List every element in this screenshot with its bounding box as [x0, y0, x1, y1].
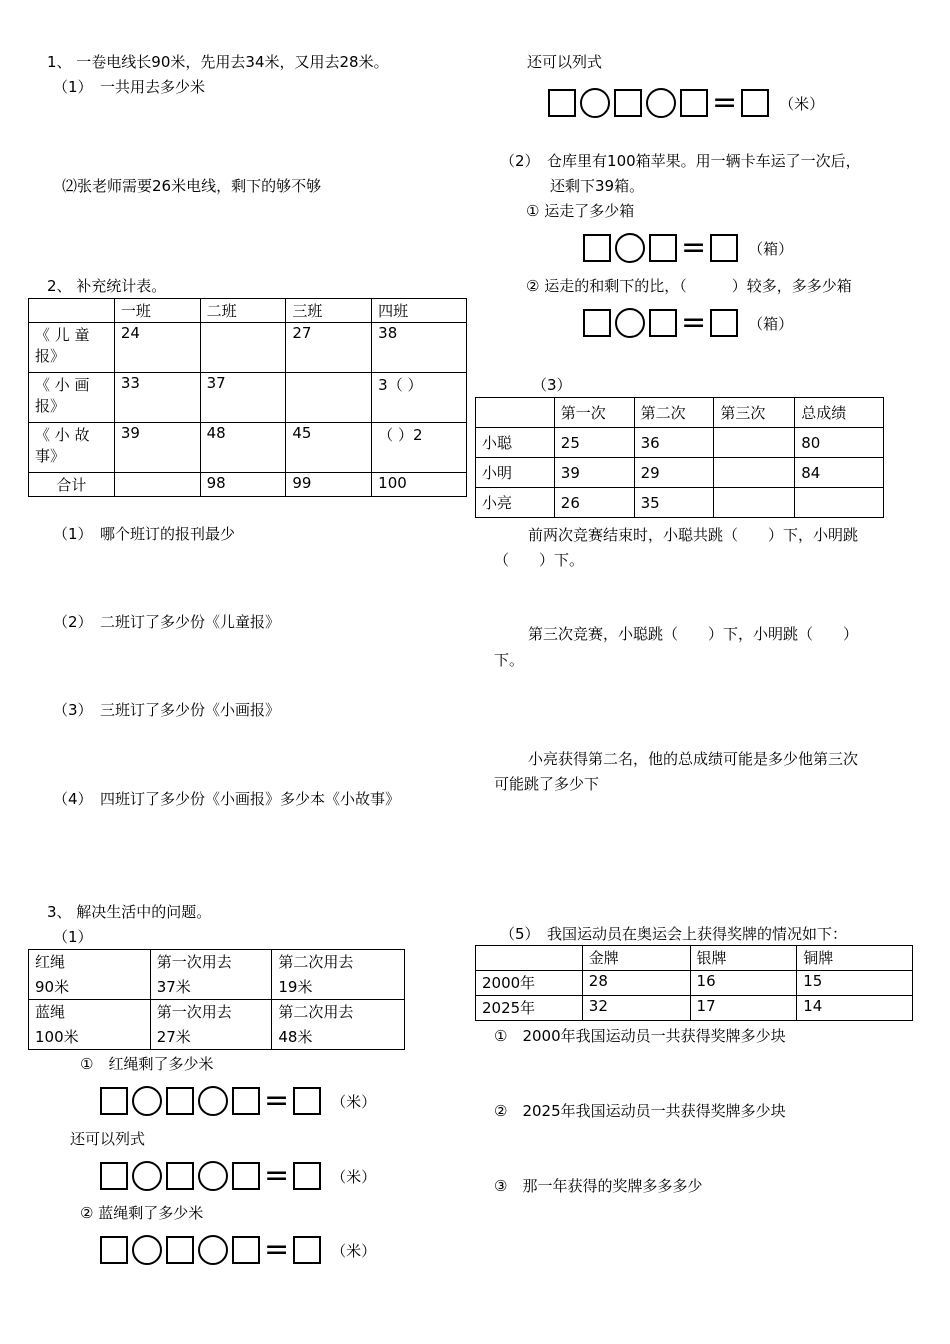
- answer-box[interactable]: [166, 1162, 194, 1190]
- table-header-row: [29, 299, 467, 323]
- table-cell: 金牌: [582, 946, 690, 971]
- operator-circle[interactable]: [132, 1086, 162, 1116]
- q1-title: 1、 一卷电线长90米，先用去34米，又用去28米。: [47, 53, 389, 71]
- table-cell: 总成绩: [795, 398, 884, 428]
- table-cell: 一班: [114, 299, 200, 323]
- answer-box[interactable]: [166, 1087, 194, 1115]
- table-cell: 19米: [272, 975, 405, 1000]
- equals-sign: =: [681, 305, 707, 340]
- q3-sub1: ① 红绳剩了多少米: [80, 1055, 214, 1073]
- equation-q3-2: [100, 1234, 376, 1266]
- equals-sign: =: [712, 85, 738, 120]
- table-cell: [29, 299, 115, 323]
- equals-sign: =: [264, 1158, 290, 1193]
- table-cell: 25: [554, 428, 634, 458]
- table-row: [476, 428, 884, 458]
- table-cell: 《 小 画 报》: [29, 373, 115, 423]
- table-cell: 小明: [476, 458, 555, 488]
- medal-table: [475, 945, 913, 1021]
- table-cell: 29: [634, 458, 714, 488]
- result-box[interactable]: [293, 1162, 321, 1190]
- table-row: [29, 1000, 405, 1025]
- table-cell: 蓝绳: [29, 1000, 151, 1025]
- unit-label: （箱）: [748, 314, 794, 333]
- table-cell: 第三次: [714, 398, 795, 428]
- answer-box[interactable]: [100, 1162, 128, 1190]
- answer-box[interactable]: [100, 1087, 128, 1115]
- table-header-row: [476, 398, 884, 428]
- r3-text: 下。: [494, 651, 525, 669]
- r3-text: 前两次竞赛结束时，小聪共跳（ ）下，小明跳: [528, 526, 859, 544]
- q2-question: （3） 三班订了多少份《小画报》: [53, 701, 281, 719]
- table-cell: 24: [114, 323, 200, 373]
- table-cell: 80: [795, 428, 884, 458]
- r2-line2: 还剩下39箱。: [550, 177, 645, 195]
- table-cell: 38: [372, 323, 467, 373]
- table-total-row: [29, 473, 467, 497]
- table-cell: 27: [286, 323, 372, 373]
- equals-sign: =: [681, 230, 707, 265]
- answer-box[interactable]: [649, 309, 677, 337]
- table-cell: 小聪: [476, 428, 555, 458]
- r2-sub1: ① 运走了多少箱: [526, 202, 635, 220]
- answer-box[interactable]: [232, 1087, 260, 1115]
- table-cell: 17: [690, 996, 797, 1021]
- table-cell: 32: [582, 996, 690, 1021]
- table-cell: 33: [114, 373, 200, 423]
- table-row: [29, 323, 467, 373]
- operator-circle[interactable]: [198, 1235, 228, 1265]
- table-cell: 二班: [200, 299, 286, 323]
- table-cell: 48: [200, 423, 286, 473]
- operator-circle[interactable]: [198, 1161, 228, 1191]
- equals-sign: =: [264, 1083, 290, 1118]
- table-cell: [714, 428, 795, 458]
- table-cell: 16: [690, 971, 797, 996]
- table-cell: 铜牌: [797, 946, 913, 971]
- table-cell: 45: [286, 423, 372, 473]
- r2-sub2: ② 运走的和剩下的比，（ ）较多，多多少箱: [526, 277, 852, 295]
- table-cell: [795, 488, 884, 518]
- operator-circle[interactable]: [615, 233, 645, 263]
- r5-title: （5） 我国运动员在奥运会上获得奖牌的情况如下：: [500, 925, 848, 943]
- table-cell: 第一次: [554, 398, 634, 428]
- table-cell: 第二次用去: [272, 1000, 405, 1025]
- q2-question: （2） 二班订了多少份《儿童报》: [53, 613, 281, 631]
- rope-table: [28, 949, 405, 1050]
- table-cell: 小亮: [476, 488, 555, 518]
- table-cell: 28: [582, 971, 690, 996]
- table-cell: [714, 458, 795, 488]
- equation-r2-2: [583, 307, 793, 339]
- table-cell: 39: [554, 458, 634, 488]
- operator-circle[interactable]: [132, 1235, 162, 1265]
- q1-part1: （1） 一共用去多少米: [53, 78, 206, 96]
- table-cell: [714, 488, 795, 518]
- table-cell: 39: [114, 423, 200, 473]
- q2-question: （4） 四班订了多少份《小画报》多少本《小故事》: [53, 790, 401, 808]
- table-cell: 2025年: [476, 996, 583, 1021]
- table-row: [476, 458, 884, 488]
- operator-circle[interactable]: [615, 308, 645, 338]
- r3-text: 第三次竞赛，小聪跳（ ）下，小明跳（ ）: [528, 625, 859, 643]
- unit-label: （米）: [331, 1167, 377, 1186]
- r3-label: （3）: [532, 376, 572, 394]
- table-cell: 98: [200, 473, 286, 497]
- table-cell: [476, 398, 555, 428]
- table-cell: 14: [797, 996, 913, 1021]
- answer-box[interactable]: [649, 234, 677, 262]
- table-row: [29, 1025, 405, 1050]
- table-cell: （ ）2: [372, 423, 467, 473]
- answer-box[interactable]: [232, 1236, 260, 1264]
- table-cell: 红绳: [29, 950, 151, 975]
- r5-question: ② 2025年我国运动员一共获得奖牌多少块: [494, 1102, 786, 1120]
- table-row: [476, 996, 913, 1021]
- table-row: [476, 971, 913, 996]
- unit-label: （米）: [331, 1241, 377, 1260]
- answer-box[interactable]: [548, 89, 576, 117]
- table-cell: [114, 473, 200, 497]
- table-cell: 37米: [150, 975, 272, 1000]
- alt-formula-label: 还可以列式: [527, 53, 603, 71]
- table-cell: 第二次用去: [272, 950, 405, 975]
- answer-box[interactable]: [583, 234, 611, 262]
- answer-box[interactable]: [232, 1162, 260, 1190]
- unit-label: （米）: [779, 94, 825, 113]
- answer-box[interactable]: [100, 1236, 128, 1264]
- operator-circle[interactable]: [198, 1086, 228, 1116]
- table-row: [29, 423, 467, 473]
- operator-circle[interactable]: [132, 1161, 162, 1191]
- r3-text: 小亮获得第二名，他的总成绩可能是多少他第三次: [528, 750, 859, 768]
- table-cell: 48米: [272, 1025, 405, 1050]
- equals-sign: =: [264, 1232, 290, 1267]
- operator-circle[interactable]: [646, 88, 676, 118]
- answer-box[interactable]: [614, 89, 642, 117]
- q2-title: 2、 补充统计表。: [47, 277, 167, 295]
- table-row: [476, 488, 884, 518]
- r5-question: ③ 那一年获得的奖牌多多多少: [494, 1177, 703, 1195]
- table-cell: 15: [797, 971, 913, 996]
- table-cell: 银牌: [690, 946, 797, 971]
- equation-q3-1: [100, 1085, 376, 1117]
- table-cell: 《 儿 童 报》: [29, 323, 115, 373]
- table-cell: 四班: [372, 299, 467, 323]
- answer-box[interactable]: [166, 1236, 194, 1264]
- q3-alt: 还可以列式: [70, 1130, 146, 1148]
- equation-r2-1: [583, 232, 793, 264]
- q1-part2: ⑵张老师需要26米电线，剩下的够不够: [62, 177, 322, 195]
- r2-line1: （2） 仓库里有100箱苹果。用一辆卡车运了一次后，: [500, 152, 861, 170]
- q3-sub: （1）: [53, 928, 93, 946]
- result-box[interactable]: [741, 89, 769, 117]
- result-box[interactable]: [710, 234, 738, 262]
- table-cell: 36: [634, 428, 714, 458]
- table-cell: 《 小 故 事》: [29, 423, 115, 473]
- equation-q1-alt: [548, 87, 824, 119]
- table-cell: [200, 323, 286, 373]
- operator-circle[interactable]: [580, 88, 610, 118]
- table-cell: 三班: [286, 299, 372, 323]
- r5-question: ① 2000年我国运动员一共获得奖牌多少块: [494, 1027, 786, 1045]
- result-box[interactable]: [293, 1236, 321, 1264]
- unit-label: （米）: [331, 1092, 377, 1111]
- table-cell: 2000年: [476, 971, 583, 996]
- q3-title: 3、 解决生活中的问题。: [47, 903, 212, 921]
- table-cell: 99: [286, 473, 372, 497]
- table-cell: 27米: [150, 1025, 272, 1050]
- answer-box[interactable]: [680, 89, 708, 117]
- table-cell: 第一次用去: [150, 1000, 272, 1025]
- table-cell: 26: [554, 488, 634, 518]
- table-cell: 37: [200, 373, 286, 423]
- table-cell: 100米: [29, 1025, 151, 1050]
- table-cell: 100: [372, 473, 467, 497]
- table-cell: 90米: [29, 975, 151, 1000]
- table-cell: [476, 946, 583, 971]
- table-cell: [286, 373, 372, 423]
- answer-box[interactable]: [583, 309, 611, 337]
- table-cell: 35: [634, 488, 714, 518]
- jump-score-table: [475, 397, 884, 518]
- table-cell: 3（ ）: [372, 373, 467, 423]
- table-row: [29, 975, 405, 1000]
- table-cell: 合计: [29, 473, 115, 497]
- table-cell: 第一次用去: [150, 950, 272, 975]
- result-box[interactable]: [293, 1087, 321, 1115]
- unit-label: （箱）: [748, 239, 794, 258]
- table-cell: 84: [795, 458, 884, 488]
- table-header-row: [476, 946, 913, 971]
- table-row: [29, 950, 405, 975]
- equation-q3-alt: [100, 1160, 376, 1192]
- q3-sub2: ② 蓝绳剩了多少米: [80, 1204, 204, 1222]
- result-box[interactable]: [710, 309, 738, 337]
- r3-text: （ ）下。: [494, 551, 585, 569]
- table-row: [29, 373, 467, 423]
- newspaper-stats-table: [28, 298, 467, 497]
- r3-text: 可能跳了多少下: [494, 775, 600, 793]
- q2-question: （1） 哪个班订的报刊最少: [53, 525, 236, 543]
- table-cell: 第二次: [634, 398, 714, 428]
